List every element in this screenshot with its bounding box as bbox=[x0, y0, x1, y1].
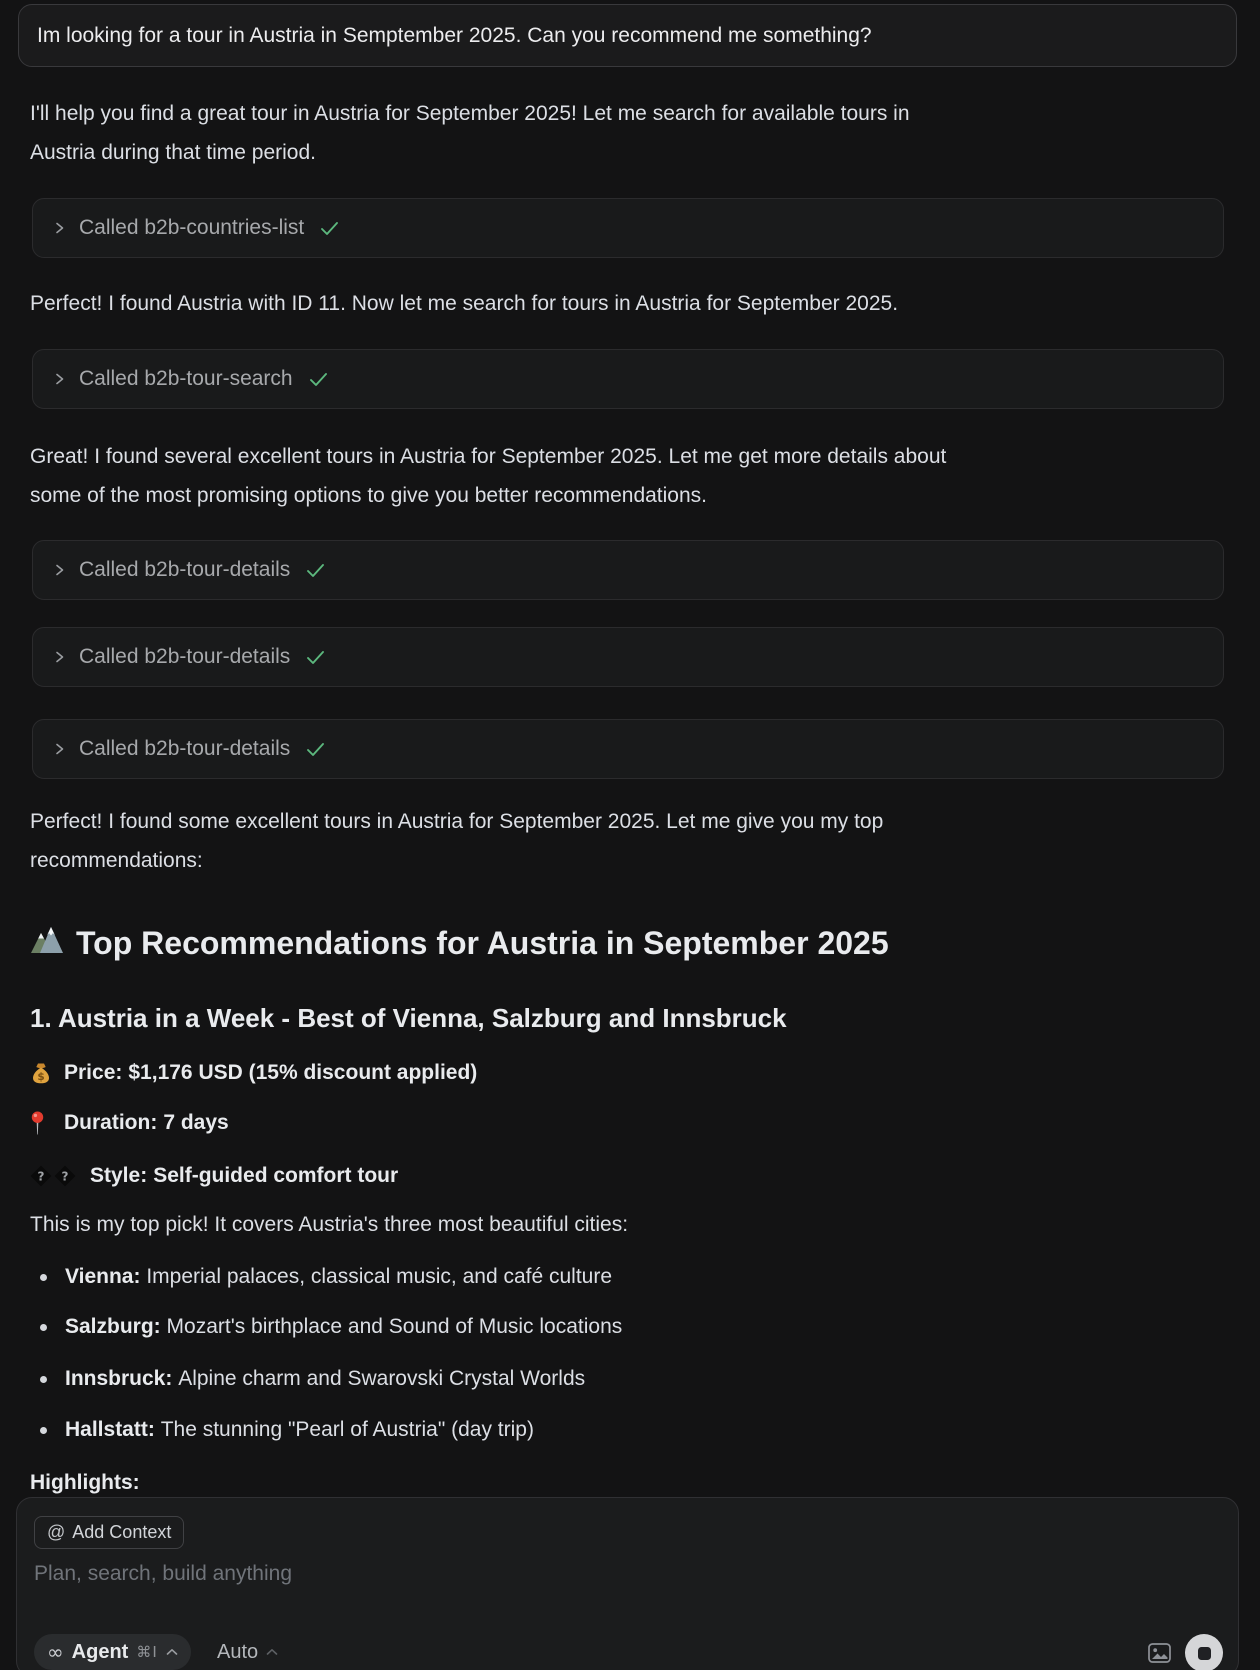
chat-input[interactable] bbox=[34, 1562, 1014, 1620]
round-pushpin-emoji bbox=[30, 1111, 56, 1136]
at-sign-icon: @ bbox=[47, 1522, 66, 1542]
add-context-label: Add Context bbox=[72, 1522, 172, 1542]
check-icon bbox=[320, 221, 339, 236]
tour-price-row bbox=[30, 1053, 477, 1093]
tool-call-label: Called b2b-tour-details bbox=[79, 645, 291, 668]
recommendations-heading bbox=[30, 919, 889, 967]
replacement-character-pair bbox=[30, 1165, 82, 1187]
check-icon bbox=[306, 563, 325, 578]
price-value: $1,176 USD (15% discount applied) bbox=[128, 1061, 478, 1084]
city-description: Imperial palaces, classical music, and café culture bbox=[146, 1265, 613, 1288]
chevron-right-icon bbox=[53, 650, 66, 664]
tour-intro-text: This is my top pick! It covers Austria's three most beautiful cities: bbox=[30, 1213, 629, 1236]
highlights-label: Highlights: bbox=[30, 1471, 140, 1494]
attach-image-button[interactable] bbox=[1147, 1643, 1171, 1663]
tool-call-label: Called b2b-tour-details bbox=[79, 558, 291, 581]
assistant-paragraph: Perfect! I found some excellent tours in Austria for September 2025. Let me give you my top recommendations: bbox=[30, 810, 884, 872]
tool-call-label: Called b2b-tour-details bbox=[79, 737, 291, 760]
recommendations-heading-text: Top Recommendations for Austria in September 2025 bbox=[76, 924, 889, 961]
duration-label: Duration: bbox=[64, 1111, 158, 1134]
tour-style-row bbox=[30, 1156, 398, 1196]
city-bullet bbox=[30, 1359, 585, 1399]
bullet-dot bbox=[40, 1376, 47, 1383]
money-bag-emoji bbox=[30, 1062, 56, 1084]
duration-value: 7 days bbox=[163, 1111, 229, 1134]
assistant-paragraph: I'll help you find a great tour in Austria for September 2025! Let me search for available tours in Austria during that time period. bbox=[30, 102, 910, 164]
tool-call-card[interactable] bbox=[32, 540, 1224, 600]
bullet-dot bbox=[40, 1427, 47, 1434]
chevron-right-icon bbox=[53, 742, 66, 756]
city-name: Vienna: bbox=[65, 1265, 141, 1288]
tool-call-card[interactable] bbox=[32, 349, 1224, 409]
check-icon bbox=[306, 650, 325, 665]
city-name: Innsbruck: bbox=[65, 1367, 173, 1390]
snow-capped-mountain-emoji bbox=[30, 924, 64, 963]
model-label: Auto bbox=[217, 1640, 259, 1663]
assistant-paragraph: Perfect! I found Austria with ID 11. Now let me search for tours in Austria for September 2025. bbox=[30, 292, 899, 315]
city-bullet bbox=[30, 1257, 612, 1297]
mode-label: Agent bbox=[71, 1640, 129, 1663]
svg-text:?: ? bbox=[37, 1169, 45, 1184]
picture-icon bbox=[1148, 1651, 1171, 1666]
city-description: Alpine charm and Swarovski Crystal Worlds bbox=[178, 1367, 586, 1390]
city-bullet bbox=[30, 1410, 534, 1450]
city-description: Mozart's birthplace and Sound of Music locations bbox=[166, 1315, 623, 1338]
city-name: Salzburg: bbox=[65, 1315, 161, 1338]
infinity-icon: ∞ bbox=[47, 1640, 64, 1664]
tool-call-label: Called b2b-countries-list bbox=[79, 216, 305, 239]
assistant-paragraph: Great! I found several excellent tours in Austria for September 2025. Let me get more details about some of the most promising options to give you better recommendations. bbox=[30, 445, 947, 507]
bullet-dot bbox=[40, 1324, 47, 1331]
style-value: Self-guided comfort tour bbox=[153, 1164, 399, 1187]
tour-duration-row bbox=[30, 1103, 229, 1143]
price-label: Price: bbox=[64, 1061, 123, 1084]
tool-call-card[interactable] bbox=[32, 627, 1224, 687]
city-name: Hallstatt: bbox=[65, 1418, 155, 1441]
svg-text:$: $ bbox=[37, 1071, 45, 1083]
city-description: The stunning "Pearl of Austria" (day trip) bbox=[160, 1418, 534, 1441]
stop-icon bbox=[1198, 1647, 1211, 1660]
bullet-dot bbox=[40, 1274, 47, 1281]
mode-selector[interactable] bbox=[34, 1634, 191, 1670]
tool-call-card[interactable] bbox=[32, 198, 1224, 258]
chevron-right-icon bbox=[53, 221, 66, 235]
add-context-button[interactable] bbox=[34, 1516, 184, 1549]
svg-text:?: ? bbox=[61, 1169, 69, 1184]
chevron-right-icon bbox=[53, 563, 66, 577]
check-icon bbox=[309, 372, 328, 387]
mode-shortcut: ⌘I bbox=[136, 1643, 158, 1661]
chevron-right-icon bbox=[53, 372, 66, 386]
style-label: Style: bbox=[90, 1164, 148, 1187]
chat-input-panel bbox=[16, 1497, 1239, 1670]
tour-title: 1. Austria in a Week - Best of Vienna, Salzburg and Innsbruck bbox=[30, 1003, 787, 1033]
user-message-text: Im looking for a tour in Austria in Semptember 2025. Can you recommend me something? bbox=[37, 23, 872, 47]
tool-call-label: Called b2b-tour-search bbox=[79, 367, 293, 390]
check-icon bbox=[306, 742, 325, 757]
stop-button[interactable] bbox=[1185, 1634, 1223, 1670]
model-selector[interactable] bbox=[217, 1634, 278, 1670]
tool-call-card[interactable] bbox=[32, 719, 1224, 779]
chevron-up-icon bbox=[266, 1648, 278, 1656]
user-message-bubble[interactable] bbox=[18, 4, 1237, 67]
city-bullet bbox=[30, 1307, 622, 1347]
chevron-up-icon bbox=[166, 1648, 178, 1656]
